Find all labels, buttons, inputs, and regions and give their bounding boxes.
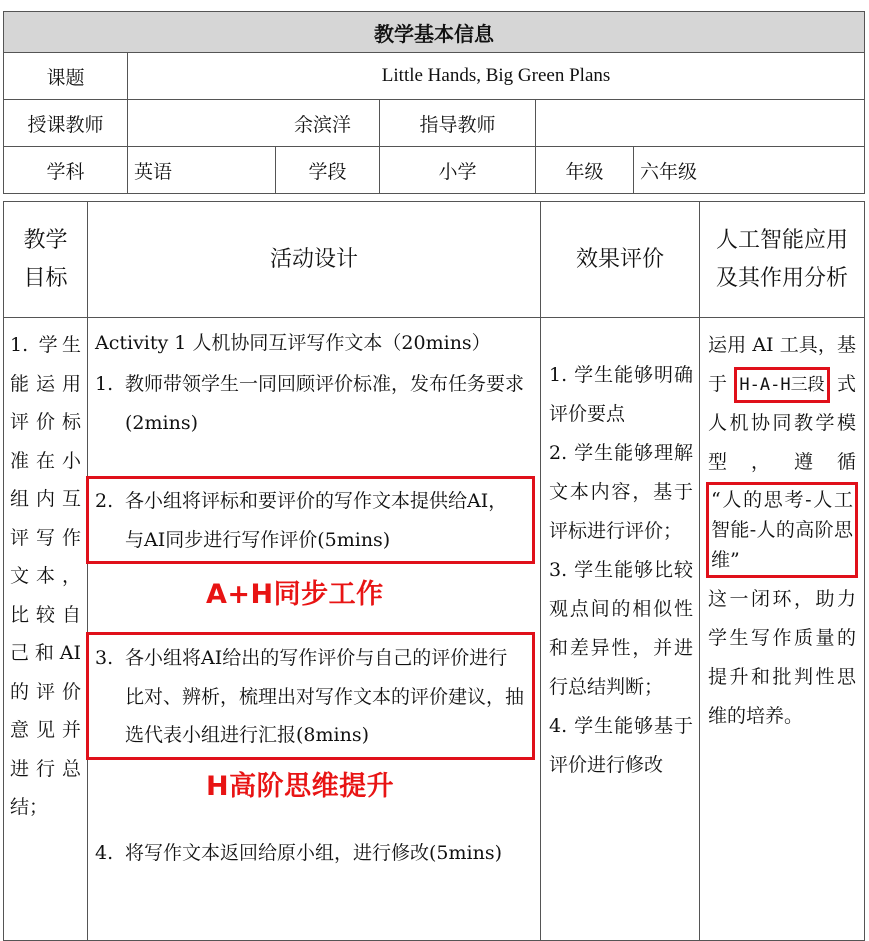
ai-analysis-cell [700, 318, 865, 941]
grade-value: 六年级 [634, 147, 865, 194]
hah-model-highlight: H-A-H三段 [734, 367, 829, 403]
header-objective: 教学 目标 [4, 202, 88, 318]
mentor-value [536, 100, 865, 147]
loop-highlight: “人的思考-人工智能-人的高阶思维” [706, 482, 858, 578]
grade-label: 年级 [536, 147, 634, 194]
subject-value: 英语 [128, 147, 276, 194]
topic-value: Little Hands, Big Green Plans [128, 53, 865, 100]
teacher-label: 授课教师 [4, 100, 128, 147]
subject-label: 学科 [4, 147, 128, 194]
mentor-label: 指导教师 [380, 100, 536, 147]
info-title: 教学基本信息 [4, 12, 865, 53]
activity-table [3, 201, 865, 941]
ai-text-part1: 运用 AI 工具，基于 [708, 334, 856, 395]
step-2: 2. 各小组将评标和要评价的写作文本提供给AI，与AI同步进行写作评价(5mins) [95, 490, 508, 551]
evaluation-cell: 1. 学生能够明确评价要点 2. 学生能够理解文本内容，基于评标进行评价； 3. 学生能够比较观点间的相似性和差异性，并进行总结判断； 4. 学生能够基于评价进行修改 [541, 318, 700, 941]
topic-label: 课题 [4, 53, 128, 100]
stage-label: 学段 [276, 147, 380, 194]
header-evaluation: 效果评价 [541, 202, 700, 318]
step-4: 4. 将写作文本返回给原小组，进行修改(5mins) [95, 842, 502, 864]
activity-title: Activity 1 人机协同互评写作文本（20mins） [95, 332, 491, 354]
label-h-higher-thinking: H高阶思维提升 [206, 771, 395, 802]
ai-text-part2: 式人机协同教学模型，遵循 [708, 373, 856, 473]
step-1: 1. 教师带领学生一同回顾评价标准，发布任务要求 (2mins) [95, 373, 525, 434]
activity-cell [88, 318, 541, 941]
ai-text-part3: 这一闭环，助力学生写作质量的提升和批判性思维的培养。 [708, 588, 856, 727]
step-3: 3. 各小组将AI给出的写作评价与自己的评价进行比对、辨析，梳理出对写作文本的评价建议，抽选代表小组进行汇报(8mins) [95, 647, 525, 746]
label-ah-sync: A+H同步工作 [206, 579, 384, 610]
teacher-value: 余滨洋 [128, 100, 380, 147]
basic-info-table [3, 11, 865, 194]
objective-cell: 1. 学生能运用评价标准在小组内互评写作文本，比较自己和AI的评价意见并进行总结； [4, 318, 88, 941]
header-activity: 活动设计 [88, 202, 541, 318]
stage-value: 小学 [380, 147, 536, 194]
header-ai: 人工智能应用及其作用分析 [700, 202, 865, 318]
